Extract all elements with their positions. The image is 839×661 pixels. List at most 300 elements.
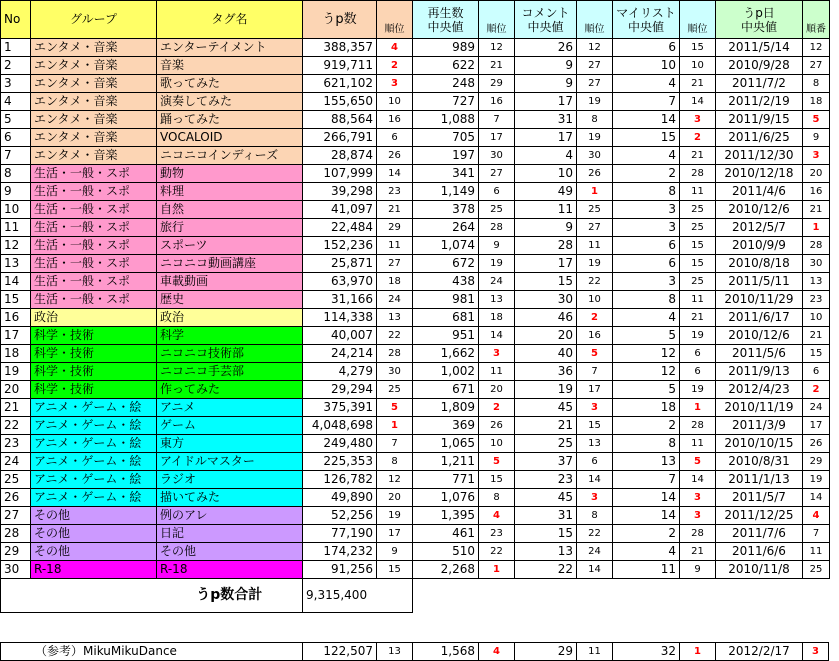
- row-up-rank: 4: [377, 39, 413, 57]
- row-mylist-rank: 25: [680, 273, 716, 291]
- row-up-date: 2010/12/6: [716, 201, 803, 219]
- row-comment-median: 11: [515, 201, 577, 219]
- row-mylist-median: 6: [613, 39, 680, 57]
- row-play-median: 369: [413, 417, 479, 435]
- row-play-rank: 18: [479, 309, 515, 327]
- row-tag: 車載動画: [157, 273, 303, 291]
- row-up-rank: 9: [377, 543, 413, 561]
- row-mylist-median: 3: [613, 219, 680, 237]
- row-comment-rank: 14: [577, 471, 613, 489]
- row-play-rank: 8: [479, 489, 515, 507]
- reference-table: [0, 642, 829, 661]
- row-up-date: 2010/12/6: [716, 327, 803, 345]
- row-play-median: 1,809: [413, 399, 479, 417]
- total-value: 9,315,400: [303, 579, 413, 613]
- row-tag: アニメ: [157, 399, 303, 417]
- reference-play-rank: 4: [479, 643, 515, 661]
- row-up-count: 31,166: [303, 291, 377, 309]
- row-comment-rank: 8: [577, 507, 613, 525]
- row-tag: ニコニコ手芸部: [157, 363, 303, 381]
- row-up-rank: 29: [377, 219, 413, 237]
- row-mylist-rank: 21: [680, 543, 716, 561]
- row-tag: 東方: [157, 435, 303, 453]
- row-play-median: 681: [413, 309, 479, 327]
- row-comment-median: 31: [515, 111, 577, 129]
- table-row: [1, 453, 830, 471]
- row-up-count: 249,480: [303, 435, 377, 453]
- row-group: 科学・技術: [31, 381, 157, 399]
- row-comment-median: 26: [515, 39, 577, 57]
- row-tag: 音楽: [157, 57, 303, 75]
- row-play-median: 341: [413, 165, 479, 183]
- header-comment-rank: 順位: [577, 1, 613, 39]
- header-comment-median: コメント 中央値: [515, 1, 577, 39]
- header-mylist-median: マイリスト 中央値: [613, 1, 680, 39]
- row-no: 30: [1, 561, 31, 579]
- row-up-rank: 7: [377, 435, 413, 453]
- row-mylist-rank: 5: [680, 453, 716, 471]
- row-group: 生活・一般・スポ: [31, 237, 157, 255]
- row-mylist-rank: 25: [680, 201, 716, 219]
- row-order: 6: [803, 363, 830, 381]
- row-play-median: 981: [413, 291, 479, 309]
- row-play-rank: 25: [479, 201, 515, 219]
- row-comment-rank: 19: [577, 129, 613, 147]
- row-up-date: 2011/2/19: [716, 93, 803, 111]
- row-group: 科学・技術: [31, 345, 157, 363]
- table-body: [1, 39, 830, 579]
- row-up-date: 2010/10/15: [716, 435, 803, 453]
- row-mylist-rank: 25: [680, 219, 716, 237]
- row-up-rank: 13: [377, 309, 413, 327]
- row-order: 7: [803, 525, 830, 543]
- row-up-date: 2010/8/18: [716, 255, 803, 273]
- row-no: 1: [1, 39, 31, 57]
- table-row: [1, 129, 830, 147]
- row-up-count: 22,484: [303, 219, 377, 237]
- row-comment-median: 45: [515, 399, 577, 417]
- row-order: 8: [803, 75, 830, 93]
- row-order: 24: [803, 399, 830, 417]
- table-row: [1, 345, 830, 363]
- row-comment-median: 23: [515, 471, 577, 489]
- row-play-median: 264: [413, 219, 479, 237]
- row-play-median: 438: [413, 273, 479, 291]
- row-no: 8: [1, 165, 31, 183]
- row-comment-median: 4: [515, 147, 577, 165]
- table-row: [1, 291, 830, 309]
- row-up-date: 2012/4/23: [716, 381, 803, 399]
- row-play-rank: 14: [479, 327, 515, 345]
- row-mylist-rank: 11: [680, 183, 716, 201]
- row-up-date: 2011/6/25: [716, 129, 803, 147]
- header-no: No: [1, 1, 31, 39]
- row-play-median: 1,074: [413, 237, 479, 255]
- table-row: [1, 237, 830, 255]
- row-tag: 描いてみた: [157, 489, 303, 507]
- row-mylist-rank: 21: [680, 75, 716, 93]
- row-play-rank: 1: [479, 561, 515, 579]
- row-order: 5: [803, 111, 830, 129]
- row-up-date: 2011/9/15: [716, 111, 803, 129]
- row-up-count: 88,564: [303, 111, 377, 129]
- row-comment-rank: 19: [577, 255, 613, 273]
- row-mylist-median: 4: [613, 543, 680, 561]
- row-comment-median: 17: [515, 255, 577, 273]
- row-play-rank: 22: [479, 543, 515, 561]
- row-play-rank: 16: [479, 93, 515, 111]
- row-mylist-rank: 28: [680, 165, 716, 183]
- row-up-rank: 20: [377, 489, 413, 507]
- row-mylist-rank: 14: [680, 471, 716, 489]
- row-group: 科学・技術: [31, 363, 157, 381]
- header-play-median: 再生数 中央値: [413, 1, 479, 39]
- row-no: 2: [1, 57, 31, 75]
- row-tag: ラジオ: [157, 471, 303, 489]
- row-mylist-rank: 11: [680, 435, 716, 453]
- row-play-rank: 15: [479, 471, 515, 489]
- row-play-median: 951: [413, 327, 479, 345]
- row-group: 生活・一般・スポ: [31, 255, 157, 273]
- row-comment-median: 21: [515, 417, 577, 435]
- row-mylist-rank: 9: [680, 561, 716, 579]
- row-up-rank: 1: [377, 417, 413, 435]
- row-mylist-rank: 2: [680, 129, 716, 147]
- row-up-rank: 28: [377, 345, 413, 363]
- row-mylist-median: 4: [613, 147, 680, 165]
- row-no: 10: [1, 201, 31, 219]
- row-up-date: 2011/7/2: [716, 75, 803, 93]
- row-mylist-median: 13: [613, 453, 680, 471]
- row-mylist-median: 12: [613, 345, 680, 363]
- reference-up: 122,507: [303, 643, 377, 661]
- row-play-median: 1,211: [413, 453, 479, 471]
- row-up-date: 2011/1/13: [716, 471, 803, 489]
- row-no: 12: [1, 237, 31, 255]
- row-mylist-rank: 21: [680, 147, 716, 165]
- row-play-median: 1,662: [413, 345, 479, 363]
- row-no: 4: [1, 93, 31, 111]
- row-play-rank: 20: [479, 381, 515, 399]
- row-up-rank: 10: [377, 93, 413, 111]
- row-play-rank: 19: [479, 255, 515, 273]
- row-play-rank: 26: [479, 417, 515, 435]
- row-tag: 政治: [157, 309, 303, 327]
- table-row: [1, 183, 830, 201]
- row-up-rank: 2: [377, 57, 413, 75]
- row-comment-rank: 2: [577, 309, 613, 327]
- row-mylist-rank: 1: [680, 399, 716, 417]
- row-up-count: 40,007: [303, 327, 377, 345]
- row-group: 政治: [31, 309, 157, 327]
- row-mylist-median: 14: [613, 111, 680, 129]
- row-up-count: 126,782: [303, 471, 377, 489]
- row-up-date: 2010/11/8: [716, 561, 803, 579]
- row-no: 23: [1, 435, 31, 453]
- row-play-median: 1,076: [413, 489, 479, 507]
- row-comment-rank: 1: [577, 183, 613, 201]
- row-no: 19: [1, 363, 31, 381]
- row-mylist-median: 15: [613, 129, 680, 147]
- reference-label: （参考）MikuMikuDance: [1, 643, 303, 661]
- row-up-count: 107,999: [303, 165, 377, 183]
- row-up-count: 28,874: [303, 147, 377, 165]
- row-mylist-median: 5: [613, 381, 680, 399]
- row-comment-median: 40: [515, 345, 577, 363]
- row-tag: 歴史: [157, 291, 303, 309]
- row-order: 21: [803, 327, 830, 345]
- row-play-rank: 6: [479, 183, 515, 201]
- row-comment-median: 10: [515, 165, 577, 183]
- table-row: [1, 543, 830, 561]
- row-up-count: 4,279: [303, 363, 377, 381]
- row-order: 2: [803, 381, 830, 399]
- row-up-rank: 21: [377, 201, 413, 219]
- row-play-rank: 21: [479, 57, 515, 75]
- row-play-rank: 4: [479, 507, 515, 525]
- row-group: 生活・一般・スポ: [31, 183, 157, 201]
- row-play-median: 1,088: [413, 111, 479, 129]
- row-up-count: 49,890: [303, 489, 377, 507]
- header-up-count: うp数: [303, 1, 377, 39]
- row-tag: 科学: [157, 327, 303, 345]
- row-mylist-median: 2: [613, 525, 680, 543]
- row-play-median: 378: [413, 201, 479, 219]
- row-up-rank: 23: [377, 183, 413, 201]
- row-no: 15: [1, 291, 31, 309]
- row-play-rank: 12: [479, 39, 515, 57]
- row-mylist-median: 6: [613, 237, 680, 255]
- row-play-median: 671: [413, 381, 479, 399]
- row-no: 9: [1, 183, 31, 201]
- row-up-count: 388,357: [303, 39, 377, 57]
- row-no: 27: [1, 507, 31, 525]
- row-group: 生活・一般・スポ: [31, 165, 157, 183]
- row-mylist-rank: 14: [680, 93, 716, 111]
- table-row: [1, 147, 830, 165]
- row-comment-rank: 27: [577, 219, 613, 237]
- row-up-count: 91,256: [303, 561, 377, 579]
- row-tag: 作ってみた: [157, 381, 303, 399]
- row-comment-rank: 30: [577, 147, 613, 165]
- row-group: 科学・技術: [31, 327, 157, 345]
- header-play-rank: 順位: [479, 1, 515, 39]
- row-mylist-rank: 15: [680, 39, 716, 57]
- row-order: 4: [803, 507, 830, 525]
- row-up-date: 2010/9/9: [716, 237, 803, 255]
- row-group: エンタメ・音楽: [31, 129, 157, 147]
- table-row: [1, 507, 830, 525]
- row-mylist-median: 11: [613, 561, 680, 579]
- row-order: 20: [803, 165, 830, 183]
- row-comment-rank: 24: [577, 543, 613, 561]
- row-comment-median: 46: [515, 309, 577, 327]
- row-play-rank: 30: [479, 147, 515, 165]
- row-comment-median: 9: [515, 219, 577, 237]
- row-up-count: 39,298: [303, 183, 377, 201]
- row-up-count: 24,214: [303, 345, 377, 363]
- row-up-count: 63,970: [303, 273, 377, 291]
- row-comment-median: 13: [515, 543, 577, 561]
- row-order: 10: [803, 309, 830, 327]
- row-up-date: 2010/11/29: [716, 291, 803, 309]
- row-mylist-median: 7: [613, 93, 680, 111]
- row-up-count: 29,294: [303, 381, 377, 399]
- row-comment-median: 20: [515, 327, 577, 345]
- header-up-rank: 順位: [377, 1, 413, 39]
- row-mylist-rank: 11: [680, 291, 716, 309]
- row-up-count: 25,871: [303, 255, 377, 273]
- row-comment-rank: 7: [577, 363, 613, 381]
- row-no: 29: [1, 543, 31, 561]
- row-group: エンタメ・音楽: [31, 93, 157, 111]
- reference-mylist: 32: [613, 643, 680, 661]
- table-row: [1, 399, 830, 417]
- row-mylist-rank: 21: [680, 309, 716, 327]
- row-play-median: 1,002: [413, 363, 479, 381]
- row-no: 21: [1, 399, 31, 417]
- row-up-date: 2010/12/18: [716, 165, 803, 183]
- row-up-rank: 15: [377, 561, 413, 579]
- row-up-date: 2011/9/13: [716, 363, 803, 381]
- row-up-rank: 22: [377, 327, 413, 345]
- row-tag: ゲーム: [157, 417, 303, 435]
- row-order: 19: [803, 471, 830, 489]
- row-mylist-median: 5: [613, 327, 680, 345]
- row-group: エンタメ・音楽: [31, 39, 157, 57]
- table-row: [1, 219, 830, 237]
- row-play-median: 672: [413, 255, 479, 273]
- row-no: 22: [1, 417, 31, 435]
- table-row: [1, 255, 830, 273]
- row-no: 13: [1, 255, 31, 273]
- row-group: アニメ・ゲーム・絵: [31, 417, 157, 435]
- row-comment-rank: 16: [577, 327, 613, 345]
- table-row: [1, 75, 830, 93]
- row-group: エンタメ・音楽: [31, 57, 157, 75]
- row-no: 7: [1, 147, 31, 165]
- row-up-count: 52,256: [303, 507, 377, 525]
- row-no: 24: [1, 453, 31, 471]
- row-tag: 料理: [157, 183, 303, 201]
- row-tag: 旅行: [157, 219, 303, 237]
- row-comment-median: 36: [515, 363, 577, 381]
- row-comment-rank: 14: [577, 561, 613, 579]
- row-up-rank: 3: [377, 75, 413, 93]
- table-row: [1, 201, 830, 219]
- row-play-rank: 13: [479, 291, 515, 309]
- row-comment-rank: 13: [577, 435, 613, 453]
- row-mylist-rank: 10: [680, 57, 716, 75]
- row-up-date: 2011/12/30: [716, 147, 803, 165]
- row-tag: アイドルマスター: [157, 453, 303, 471]
- row-group: アニメ・ゲーム・絵: [31, 489, 157, 507]
- table-row: [1, 561, 830, 579]
- row-tag: 歌ってみた: [157, 75, 303, 93]
- row-group: アニメ・ゲーム・絵: [31, 399, 157, 417]
- row-mylist-median: 7: [613, 471, 680, 489]
- row-up-date: 2011/5/14: [716, 39, 803, 57]
- row-comment-rank: 25: [577, 201, 613, 219]
- row-up-rank: 6: [377, 129, 413, 147]
- row-comment-median: 22: [515, 561, 577, 579]
- header-mylist-rank: 順位: [680, 1, 716, 39]
- row-no: 14: [1, 273, 31, 291]
- row-up-date: 2010/9/28: [716, 57, 803, 75]
- row-order: 17: [803, 417, 830, 435]
- row-comment-median: 15: [515, 273, 577, 291]
- row-up-count: 114,338: [303, 309, 377, 327]
- row-mylist-rank: 15: [680, 237, 716, 255]
- row-up-rank: 25: [377, 381, 413, 399]
- reference-comment: 29: [515, 643, 577, 661]
- row-up-rank: 11: [377, 237, 413, 255]
- table-row: [1, 57, 830, 75]
- row-up-date: 2011/12/25: [716, 507, 803, 525]
- total-row: [1, 579, 830, 613]
- row-mylist-median: 14: [613, 489, 680, 507]
- row-group: 生活・一般・スポ: [31, 273, 157, 291]
- row-play-median: 705: [413, 129, 479, 147]
- row-mylist-median: 2: [613, 165, 680, 183]
- row-mylist-median: 4: [613, 75, 680, 93]
- table-row: [1, 381, 830, 399]
- row-comment-rank: 19: [577, 93, 613, 111]
- row-order: 15: [803, 345, 830, 363]
- row-up-rank: 5: [377, 399, 413, 417]
- row-up-rank: 26: [377, 147, 413, 165]
- row-order: 14: [803, 489, 830, 507]
- row-tag: エンターテイメント: [157, 39, 303, 57]
- reference-comment-rank: 11: [577, 643, 613, 661]
- row-comment-rank: 12: [577, 39, 613, 57]
- row-tag: ニコニコ技術部: [157, 345, 303, 363]
- row-play-rank: 29: [479, 75, 515, 93]
- row-up-rank: 18: [377, 273, 413, 291]
- row-play-rank: 2: [479, 399, 515, 417]
- row-mylist-median: 14: [613, 507, 680, 525]
- row-mylist-median: 3: [613, 201, 680, 219]
- row-up-rank: 12: [377, 471, 413, 489]
- row-comment-rank: 17: [577, 381, 613, 399]
- row-mylist-rank: 28: [680, 417, 716, 435]
- row-up-count: 77,190: [303, 525, 377, 543]
- table-row: [1, 111, 830, 129]
- row-play-rank: 3: [479, 345, 515, 363]
- row-play-median: 727: [413, 93, 479, 111]
- row-group: その他: [31, 525, 157, 543]
- row-up-date: 2011/5/7: [716, 489, 803, 507]
- table-row: [1, 93, 830, 111]
- reference-date-rank: 3: [803, 643, 829, 661]
- row-up-date: 2011/7/6: [716, 525, 803, 543]
- row-mylist-median: 6: [613, 255, 680, 273]
- row-up-rank: 19: [377, 507, 413, 525]
- row-tag: R-18: [157, 561, 303, 579]
- reference-section: [0, 642, 829, 661]
- row-comment-median: 9: [515, 75, 577, 93]
- row-no: 20: [1, 381, 31, 399]
- row-play-rank: 28: [479, 219, 515, 237]
- row-order: 3: [803, 147, 830, 165]
- row-group: その他: [31, 507, 157, 525]
- row-tag: 演奏してみた: [157, 93, 303, 111]
- row-order: 1: [803, 219, 830, 237]
- row-order: 13: [803, 273, 830, 291]
- row-up-rank: 16: [377, 111, 413, 129]
- row-play-rank: 24: [479, 273, 515, 291]
- row-tag: その他: [157, 543, 303, 561]
